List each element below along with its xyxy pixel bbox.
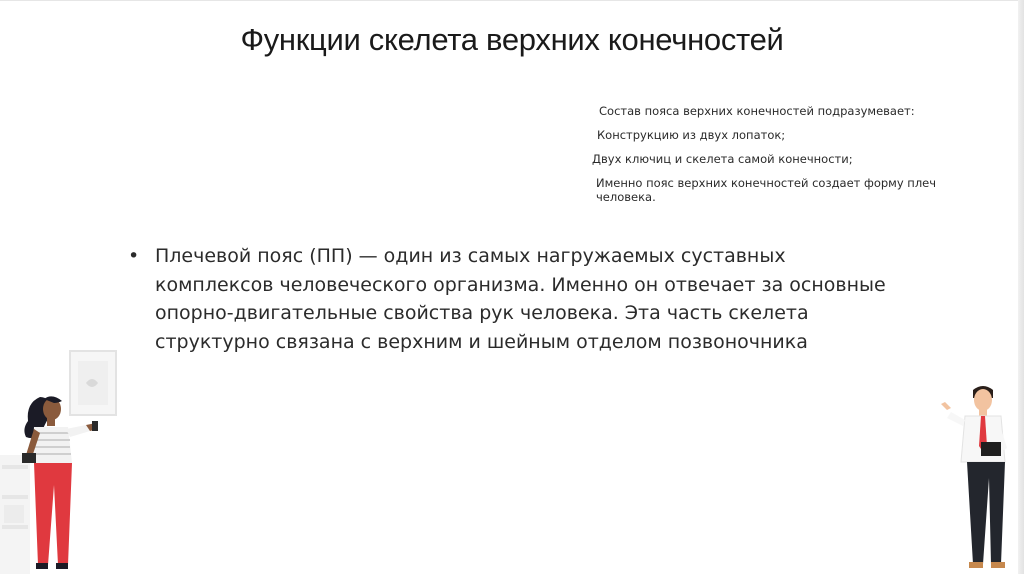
bullet-dot: • bbox=[128, 245, 140, 267]
woman-holding-phone-illustration bbox=[0, 345, 140, 574]
shelves-icon bbox=[0, 455, 30, 574]
man-with-notebook-illustration bbox=[935, 380, 1020, 574]
wall-picture-icon bbox=[70, 351, 116, 415]
bullet-item bbox=[128, 242, 888, 356]
subtext-line: Конструкцию из двух лопаток; bbox=[597, 128, 786, 142]
subtext-line: Состав пояса верхних конечностей подразумевает: bbox=[599, 104, 915, 118]
subtext-line: Двух ключиц и скелета самой конечности; bbox=[592, 152, 853, 166]
slide-top-border bbox=[0, 0, 1024, 1]
bullet-text: Плечевой пояс (ПП) — один из самых нагружаемых суставных комплексов человеческого организма. Именно он отвечает за основные опорно-двигательные свойства рук человека. Эта часть скелета структурно связана с верхним и шейным отделом позвоночника bbox=[155, 245, 886, 353]
subtext-line: Именно пояс верхних конечностей создает форму плеч человека. bbox=[596, 176, 937, 204]
man-figure bbox=[941, 386, 1007, 568]
slide-title: Функции скелета верхних конечностей bbox=[240, 22, 784, 57]
woman-figure bbox=[22, 396, 98, 569]
subtext-block bbox=[592, 104, 992, 214]
